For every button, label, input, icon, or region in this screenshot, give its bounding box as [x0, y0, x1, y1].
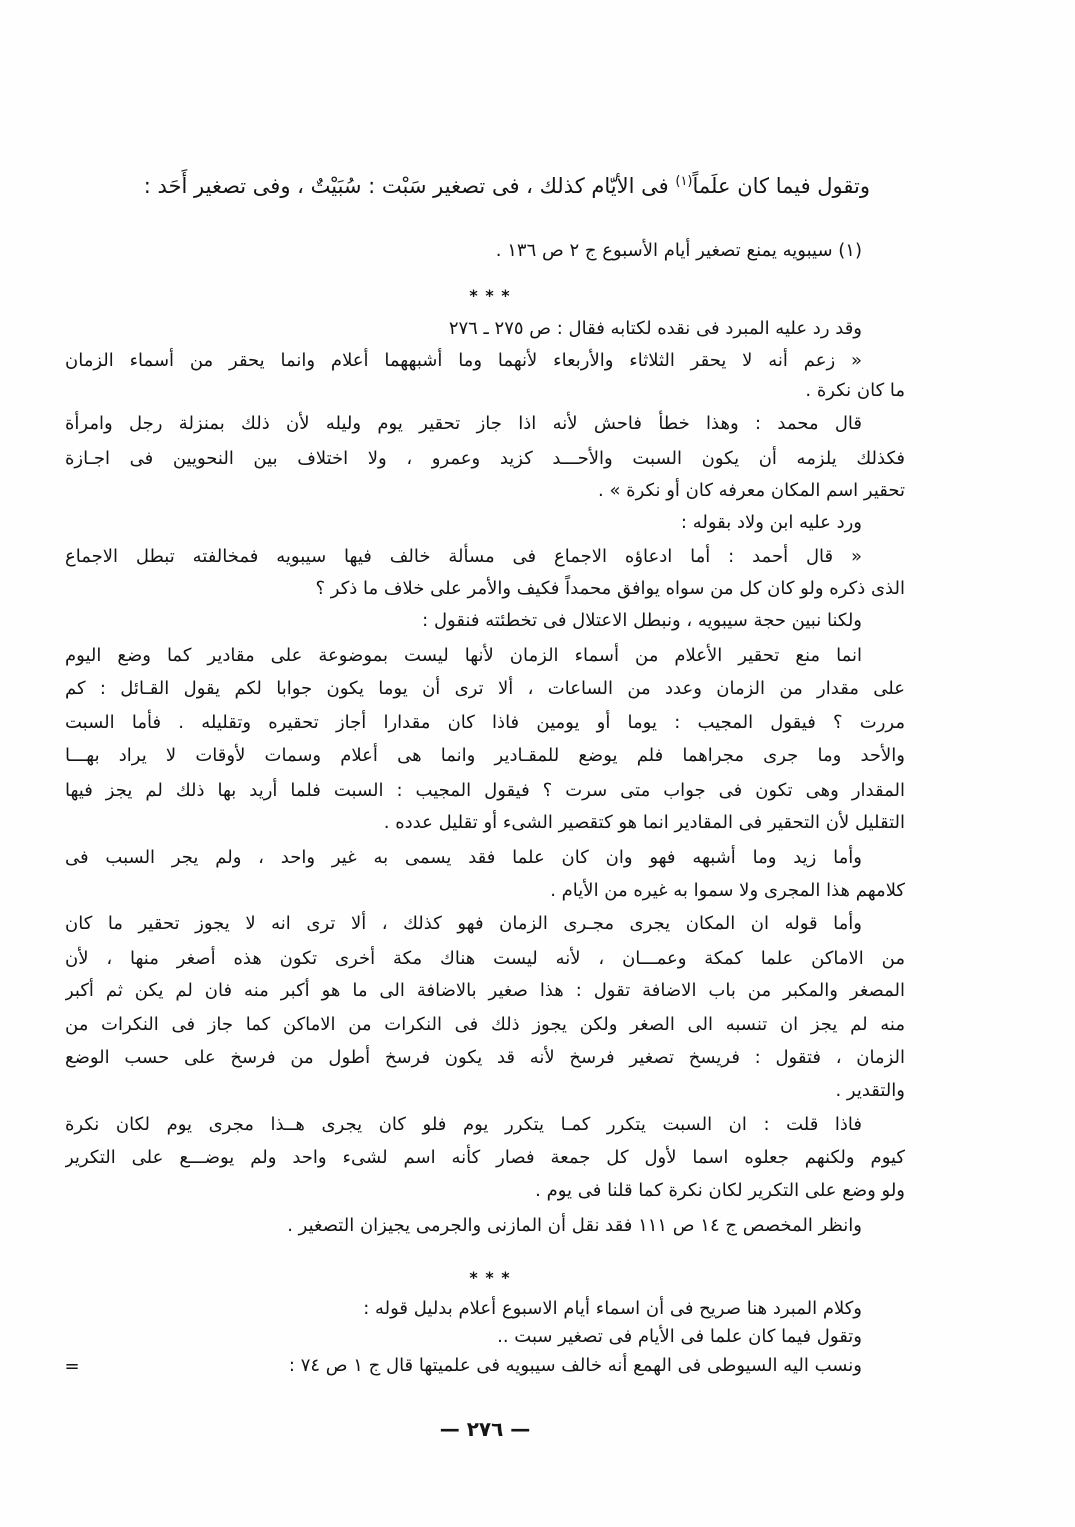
body-line: الذى ذكره ولو كان كل من سواه يوافق محمداً فكيف والأمر على خلاف ما ذكر ؟ [315, 578, 905, 599]
body-line: وتقول فيما كان علما فى الأيام فى تصغير سبت .. [497, 1326, 862, 1347]
body-line: ولكنا نبين حجة سيبويه ، ونبطل الاعتلال فى تخطئته فنقول : [422, 610, 862, 631]
body-line: « قال أحمد : أما ادعاؤه الاجماع فى مسألة خالف فيها سيبويه فمخالفته تبطل الاجماع [65, 546, 862, 567]
opening-line-text-continued: فى الأيّام كذلك ، فى تصغير سَبْت : سُبَيْتٌ ، وفى تصغير أَحَد : [143, 174, 676, 198]
body-line: التقليل لأن التحقير فى المقادير انما هو كتقصير الشىء أو تقليل عدده . [383, 812, 905, 833]
body-line: كلامهم هذا المجرى ولا سموا به غيره من الأيام . [550, 880, 905, 901]
body-line: قال محمد : وهذا خطأ فاحش لأنه اذا جاز تحقير يوم وليله لأن ذلك بمنزلة رجل وامرأة [65, 413, 862, 434]
body-line: المقدار وهى تكون فى جواب متى سرت ؟ فيقول المجيب : السبت فلما أريد بها ذلك لم يجز فيها [65, 780, 905, 801]
body-line: وأما زيد وما أشبهه فهو وان كان علما فقد يسمى به غير واحد ، ولم يجر السبب فى [65, 847, 862, 868]
body-line: وقد رد عليه المبرد فى نقده لكتابه فقال : ص ٢٧٥ ـ ٢٧٦ [448, 318, 862, 339]
body-line: مررت ؟ فيقول المجيب : يوما أو يومين فاذا كان مقدارا أجاز تحقيره وتقليله . فأما السبت [65, 712, 905, 733]
opening-line [110, 166, 870, 206]
body-line: والتقدير . [835, 1080, 905, 1101]
body-line: المصغر والمكبر من باب الاضافة تقول : هذا صغير بالاضافة الى ما هو أكبر منه فان لم يكن ثم أكبر [65, 980, 905, 1001]
body-line: فاذا قلت : ان السبت يتكرر كمـا يتكرر يوم فلو كان يجرى هــذا مجرى يوم لكان نكرة [65, 1114, 862, 1135]
section-separator: * * * [469, 286, 511, 305]
body-line: الزمان ، فتقول : فريسخ تصغير فرسخ لأنه قد يكون فرسخ أطول من فرسخ على حسب الوضع [65, 1047, 905, 1068]
opening-line-text: وتقول فيما كان علَماً [692, 174, 870, 198]
body-line: من الاماكن علما كمكة وعمـــان ، لأنه ليست هناك مكة أخرى تكون هذه أصغر منها ، لأن [65, 948, 905, 969]
body-line: انما منع تحقير الأعلام من أسماء الزمان لأنها ليست بموضوعة على مقادير كما وضع اليوم [65, 645, 862, 666]
footnote-marker: (١) [675, 174, 693, 189]
body-line: ولو وضع على التكرير لكان نكرة كما قلنا فى يوم . [535, 1180, 905, 1201]
body-line: تحقير اسم المكان معرفه كان أو نكرة » . [598, 480, 905, 501]
margin-mark: = [64, 1356, 80, 1377]
body-line: فكذلك يلزمه أن يكون السبت والأحـــد كزيد وعمرو ، ولا اختلاف بين النحويين فى اجـازة [65, 448, 905, 469]
body-line: وأما قوله ان المكان يجرى مجـرى الزمان فهو كذلك ، ألا ترى انه لا يجوز تحقير ما كان [65, 913, 862, 934]
page-number: — ٢٧٦ — [439, 1417, 531, 1441]
body-line: وكلام المبرد هنا صريح فى أن اسماء أيام الاسبوع أعلام بدليل قوله : [363, 1298, 862, 1319]
body-line: كيوم ولكنهم جعلوه اسما لأول كل جمعة فصار كأنه اسم لشىء واحد ولم يوضـــع على التكرير [65, 1147, 905, 1168]
body-line: ورد عليه ابن ولاد بقوله : [680, 512, 862, 533]
section-separator: * * * [469, 1268, 511, 1287]
body-line: ونسب اليه السيوطى فى الهمع أنه خالف سيبويه فى علميتها قال ج ١ ص ٧٤ : [288, 1355, 862, 1376]
body-line: ما كان نكرة . [805, 380, 905, 401]
body-line: على مقدار من الزمان وعدد من الساعات ، ألا ترى أن يوما يكون جوابا لكم يقول القـائل : كم [65, 678, 905, 699]
body-line: « زعم أنه لا يحقر الثلاثاء والأربعاء لأنهما وما أشبههما أعلام وانما يحقر من أسماء الزمان [65, 350, 862, 371]
footnote: (١) سيبويه يمنع تصغير أيام الأسبوع ج ٢ ص ١٣٦ . [495, 240, 862, 261]
body-line: وانظر المخصص ج ١٤ ص ١١١ فقد نقل أن المازنى والجرمى يجيزان التصغير . [287, 1215, 862, 1236]
body-line: منه لم يجز ان تنسبه الى الصغر ولكن يجوز ذلك فى النكرات من الاماكن كما جاز فى النكرات من [65, 1014, 905, 1035]
body-line: والأحد وما جرى مجراهما فلم يوضع للمقـادير وانما هى أعلام وسمات لأوقات لا يراد بهـــا [65, 745, 905, 766]
